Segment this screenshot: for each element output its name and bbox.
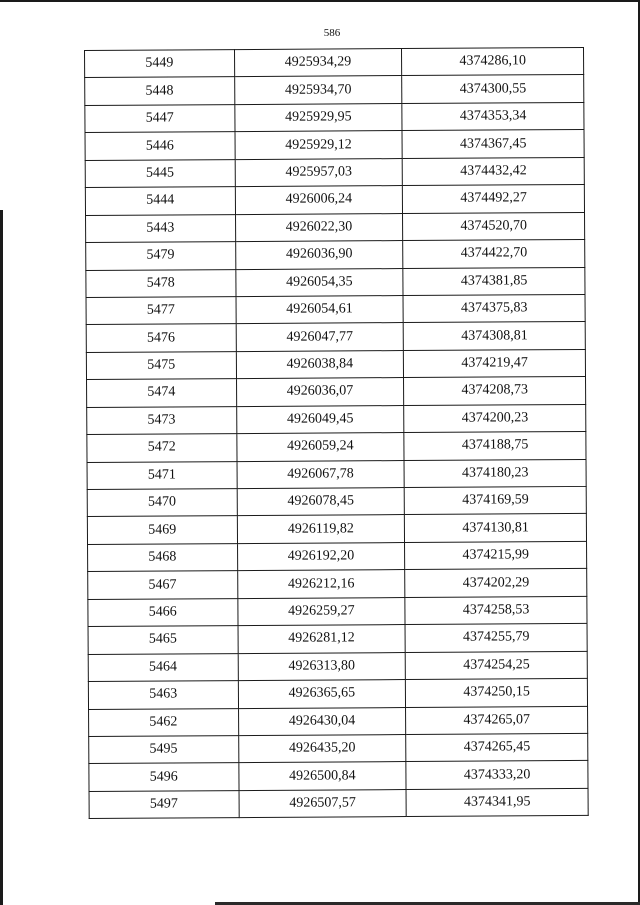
x-coordinate-cell: 4926067,78	[237, 460, 405, 488]
point-number-cell: 5443	[86, 214, 236, 242]
table-row	[87, 377, 586, 407]
y-coordinate-cell: 4374200,23	[404, 404, 586, 433]
y-coordinate-cell: 4374300,55	[402, 75, 584, 104]
table-row	[87, 514, 586, 544]
x-coordinate-cell: 4925929,95	[234, 103, 402, 131]
y-coordinate-cell: 4374254,25	[406, 651, 588, 680]
x-coordinate-cell: 4925929,12	[235, 131, 403, 159]
x-coordinate-cell: 4926192,20	[237, 542, 405, 570]
point-number-cell: 5473	[87, 406, 237, 434]
y-coordinate-cell: 4374202,29	[405, 569, 587, 598]
point-number-cell: 5475	[86, 351, 236, 379]
y-coordinate-cell: 4374188,75	[404, 432, 586, 461]
point-number-cell: 5495	[89, 736, 239, 764]
x-coordinate-cell: 4925934,29	[234, 49, 402, 77]
x-coordinate-cell: 4926212,16	[237, 570, 405, 598]
table-row	[87, 459, 586, 489]
table-row	[86, 349, 585, 379]
y-coordinate-cell: 4374381,85	[403, 267, 585, 296]
point-number-cell: 5463	[88, 681, 238, 709]
point-number-cell: 5478	[86, 269, 236, 297]
table-row	[86, 294, 585, 324]
point-number-cell: 5467	[88, 571, 238, 599]
table-row	[85, 47, 584, 77]
x-coordinate-cell: 4926006,24	[235, 186, 403, 214]
y-coordinate-cell: 4374180,23	[404, 459, 586, 488]
y-coordinate-cell: 4374520,70	[403, 212, 585, 241]
point-number-cell: 5445	[85, 159, 235, 187]
y-coordinate-cell: 4374265,07	[406, 706, 588, 735]
point-number-cell: 5477	[86, 297, 236, 325]
x-coordinate-cell: 4926078,45	[237, 488, 405, 516]
table-row	[89, 733, 588, 763]
table-row	[88, 541, 587, 571]
y-coordinate-cell: 4374130,81	[405, 514, 587, 543]
x-coordinate-cell: 4926036,07	[236, 378, 404, 406]
point-number-cell: 5444	[85, 187, 235, 215]
x-coordinate-cell: 4926047,77	[236, 323, 404, 351]
x-coordinate-cell: 4926054,35	[235, 268, 403, 296]
point-number-cell: 5466	[88, 598, 238, 626]
x-coordinate-cell: 4926259,27	[237, 597, 405, 625]
table-row	[88, 651, 587, 681]
x-coordinate-cell: 4925934,70	[234, 76, 402, 104]
table-row	[85, 157, 584, 187]
y-coordinate-cell: 4374367,45	[402, 130, 584, 159]
page-number: 586	[323, 27, 341, 39]
y-coordinate-cell: 4374432,42	[403, 157, 585, 186]
x-coordinate-cell: 4926119,82	[237, 515, 405, 543]
x-coordinate-cell: 4926022,30	[235, 213, 403, 241]
table-row	[87, 486, 586, 516]
y-coordinate-cell: 4374286,10	[402, 47, 584, 76]
point-number-cell: 5468	[88, 543, 238, 571]
x-coordinate-cell: 4926365,65	[238, 680, 406, 708]
x-coordinate-cell: 4925957,03	[235, 158, 403, 186]
point-number-cell: 5447	[85, 104, 235, 132]
x-coordinate-cell: 4926038,84	[236, 350, 404, 378]
point-number-cell: 5479	[86, 242, 236, 270]
table-row	[88, 596, 587, 626]
point-number-cell: 5462	[89, 708, 239, 736]
point-number-cell: 5469	[87, 516, 237, 544]
y-coordinate-cell: 4374375,83	[403, 294, 585, 323]
table-row	[85, 185, 584, 215]
point-number-cell: 5472	[87, 434, 237, 462]
y-coordinate-cell: 4374308,81	[404, 322, 586, 351]
y-coordinate-cell: 4374208,73	[404, 377, 586, 406]
table-row	[88, 569, 587, 599]
x-coordinate-cell: 4926430,04	[238, 707, 406, 735]
point-number-cell: 5471	[87, 461, 237, 489]
coordinates-table-body	[85, 47, 589, 818]
table-row	[85, 102, 584, 132]
top-scan-border	[0, 0, 640, 2]
x-coordinate-cell: 4926313,80	[238, 652, 406, 680]
y-coordinate-cell: 4374492,27	[403, 185, 585, 214]
y-coordinate-cell: 4374353,34	[402, 102, 584, 131]
table-row	[86, 240, 585, 270]
x-coordinate-cell: 4926435,20	[238, 734, 406, 762]
left-scan-border	[0, 210, 3, 905]
table-row	[88, 624, 587, 654]
point-number-cell: 5470	[87, 489, 237, 517]
table-row	[86, 212, 585, 242]
point-number-cell: 5449	[85, 50, 235, 78]
point-number-cell: 5446	[85, 132, 235, 160]
x-coordinate-cell: 4926059,24	[236, 433, 404, 461]
point-number-cell: 5464	[88, 653, 238, 681]
y-coordinate-cell: 4374333,20	[406, 761, 588, 790]
table-row	[87, 432, 586, 462]
x-coordinate-cell: 4926054,61	[236, 295, 404, 323]
table-row	[89, 706, 588, 736]
y-coordinate-cell: 4374255,79	[405, 624, 587, 653]
table-row	[87, 404, 586, 434]
table-row	[89, 788, 588, 818]
table-row	[86, 322, 585, 352]
y-coordinate-cell: 4374169,59	[405, 486, 587, 515]
coordinates-table	[84, 47, 589, 819]
x-coordinate-cell: 4926507,57	[239, 789, 407, 817]
x-coordinate-cell: 4926500,84	[238, 762, 406, 790]
y-coordinate-cell: 4374219,47	[404, 349, 586, 378]
point-number-cell: 5465	[88, 626, 238, 654]
y-coordinate-cell: 4374250,15	[406, 678, 588, 707]
point-number-cell: 5497	[89, 790, 239, 818]
x-coordinate-cell: 4926281,12	[238, 625, 406, 653]
table-row	[89, 761, 588, 791]
table-row	[85, 130, 584, 160]
y-coordinate-cell: 4374341,95	[406, 788, 588, 817]
y-coordinate-cell: 4374258,53	[405, 596, 587, 625]
table-row	[86, 267, 585, 297]
point-number-cell: 5476	[86, 324, 236, 352]
table-row	[85, 75, 584, 105]
point-number-cell: 5496	[89, 763, 239, 791]
point-number-cell: 5474	[87, 379, 237, 407]
x-coordinate-cell: 4926036,90	[235, 241, 403, 269]
table-row	[88, 678, 587, 708]
y-coordinate-cell: 4374422,70	[403, 240, 585, 269]
point-number-cell: 5448	[85, 77, 235, 105]
x-coordinate-cell: 4926049,45	[236, 405, 404, 433]
y-coordinate-cell: 4374265,45	[406, 733, 588, 762]
y-coordinate-cell: 4374215,99	[405, 541, 587, 570]
